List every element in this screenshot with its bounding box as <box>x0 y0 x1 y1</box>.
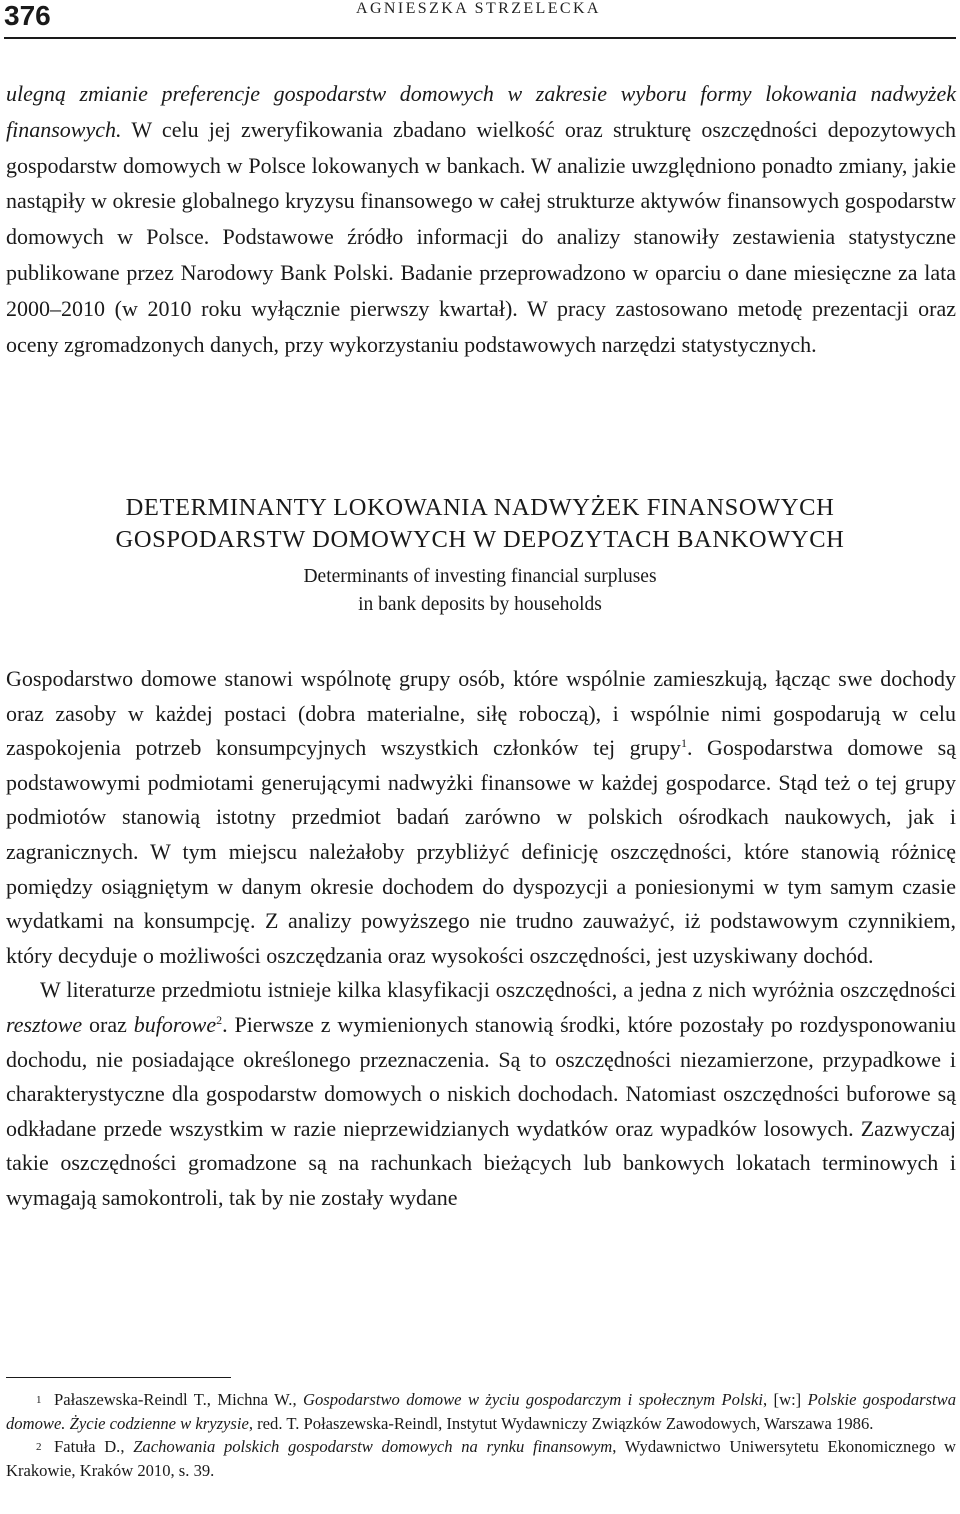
paragraph-2-text-c: . Pierwsze z wymienionych stanowią środki, które pozostały po rozdysponowaniu dochodu, nie posiadające określonego przeznaczenia. Są to oszczędności niezamierzone, przypadkowe i charakterystyczne dla gospodarstw domowych o niskich dochodach. Natomiast oszczędności buforowe są odkładane przede wszystkim w razie nieprzewidzianych wydatków oraz wypadków losowych. Zazwyczaj takie oszczędności gromadzone są na rachunkach bieżących lub bankowych lokatach terminowych i wymagają samokontroli, tak by nie zostały wydane <box>6 1011 957 1210</box>
page-number: 376 <box>4 0 51 31</box>
paragraph-1-text-a: Gospodarstwo domowe stanowi wspólnotę grupy osób, które wspólnie zamieszkują, łącząc swe dochody oraz zasoby w każdej postaci (dobra materialne, siłę roboczą), i wspólnie nimi gospodarują w celu zaspokojenia potrzeb konsumpcyjnych wszystkich członków tej grupy <box>6 666 956 761</box>
intro-paragraph <box>6 76 956 362</box>
footnote-2 <box>6 1435 956 1482</box>
section-title-line-1: DETERMINANTY LOKOWANIA NADWYŻEK FINANSOWYCH <box>125 494 835 521</box>
term-resztowe: resztowe <box>6 1011 83 1037</box>
footnote-1-text-a: Pałaszewska-Reindl T., Michna W., <box>54 1390 303 1409</box>
section-title <box>0 492 960 556</box>
footnote-2-title: Zachowania polskich gospodarstw domowych na rynku finansowym <box>133 1437 613 1457</box>
page-header <box>4 0 956 40</box>
footnote-2-number: 2 <box>36 1441 42 1454</box>
paragraph-1 <box>6 662 956 973</box>
footnote-1-number: 1 <box>36 1394 42 1406</box>
section-subtitle <box>0 563 960 619</box>
intro-text: W celu jej zweryfikowania zbadano wielkość oraz strukturę oszczędności depozytowych gospodarstw domowych w Polsce lokowanych w bankach. W analizie uwzględniono ponadto zmiany, jakie nastąpiły w okresie globalnego kryzysu finansowego w całej strukturze aktywów finansowych gospodarstw domowych w Polsce. Podstawowe źródło informacji do analizy stanowiły zestawienia statystyczne publikowane przez Narodowy Bank Polski. Badanie przeprowadzono w oparciu o dane miesięczne za lata 2000–2010 (w 2010 roku wyłącznie pierwszy kwartał). W pracy zastosowano metodę prezentacji oraz oceny zgromadzonych danych, przy wykorzystaniu podstawowych narzędzi statystycznych. <box>6 116 956 357</box>
footnote-1-book-title: Polskie gospodarstwa domowe. Życie codzienne w kryzysie <box>6 1390 957 1433</box>
section-title-line-2: GOSPODARSTW DOMOWYCH W DEPOZYTACH BANKOWYCH <box>115 526 845 553</box>
footnote-ref-2[interactable]: 2 <box>216 1012 223 1027</box>
main-body <box>6 662 956 1216</box>
term-buforowe: buforowe <box>133 1011 217 1037</box>
footnote-2-text-a: Fatuła D., <box>54 1437 134 1457</box>
footnotes <box>6 1388 956 1482</box>
footnote-1-text-b: , [w:] <box>763 1390 808 1409</box>
paragraph-1-text-b: . Gospodarstwa domowe są podstawowymi podmiotami generującymi nadwyżki finansowe w każdej gospodarce. Stąd też o tej grupy podmiotów stanowią istotny przedmiot badań zarówno w polskich ośrodkach naukowych, jak i zagranicznych. W tym miejscu należałoby przybliżyć definicję oszczędności, które stanowią różnicę pomiędzy osiągniętym w danym okresie dochodem do dyspozycji a poniesionymi w tym samym czasie wydatkami na konsumpcję. Z analizy powyższego nie trudno zauważyć, iż podstawowym czynnikiem, który decyduje o możliwości oszczędzania oraz wysokości oszczędności, jest uzyskiwany dochód. <box>6 735 956 968</box>
footnote-1-title: Gospodarstwo domowe w życiu gospodarczym i społecznym Polski <box>303 1390 763 1409</box>
footnote-2-text-b: , Wydawnictwo Uniwersytetu Ekonomicznego w Krakowie, Kraków 2010, s. 39. <box>6 1437 956 1480</box>
section-subtitle-line-1: Determinants of investing financial surpluses <box>303 566 657 587</box>
footnote-1-text-c: , red. T. Połaszewska-Reindl, Instytut Wydawniczy Związków Zawodowych, Warszawa 1986. <box>248 1413 874 1433</box>
paragraph-2-text-b: oraz <box>82 1011 134 1037</box>
section-subtitle-line-2: in bank deposits by households <box>358 594 602 615</box>
running-head-author: AGNIESZKA STRZELECKA <box>356 0 601 17</box>
header-rule <box>4 37 956 39</box>
footnote-separator <box>6 1377 231 1378</box>
paragraph-2-text-a: W literaturze przedmiotu istnieje kilka klasyfikacji oszczędności, a jedna z nich wyróżnia oszczędności <box>40 977 956 1003</box>
intro-italic-lead: ulegną zmianie preferencje gospodarstw domowych w zakresie wyboru formy lokowania nadwyżek finansowych. <box>6 81 956 142</box>
paragraph-2 <box>6 973 956 1215</box>
footnote-1 <box>6 1388 956 1435</box>
footnote-ref-1[interactable]: 1 <box>680 736 687 751</box>
